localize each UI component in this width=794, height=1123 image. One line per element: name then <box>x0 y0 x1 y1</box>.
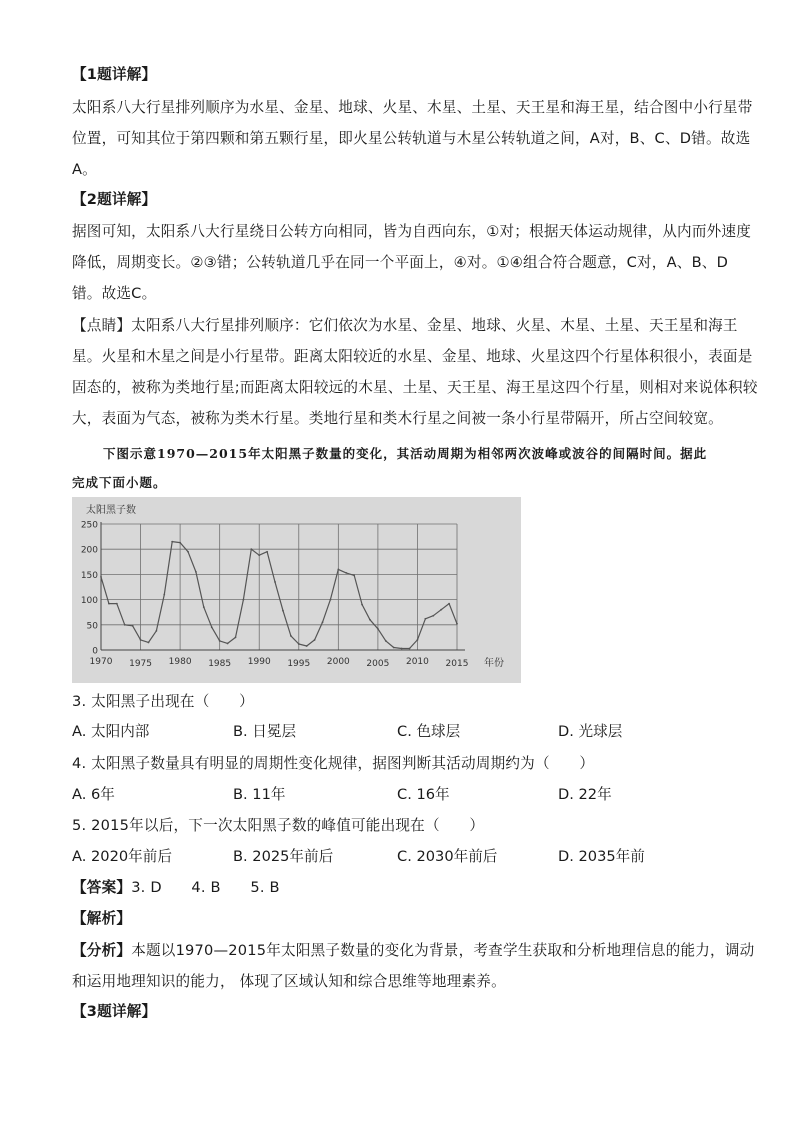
sunspot-data-point <box>274 581 276 583</box>
x-tick-label: 1975 <box>129 659 153 669</box>
sunspot-data-point <box>409 648 411 650</box>
sunspot-data-point <box>211 626 213 628</box>
y-tick-label: 250 <box>80 520 98 531</box>
x-tick-label: 2000 <box>326 657 350 667</box>
sunspot-data-point <box>337 568 339 570</box>
jiexi-heading: 【解析】 <box>72 910 132 927</box>
sunspot-data-point <box>306 645 308 647</box>
sunspot-data-point <box>282 610 284 612</box>
q4-option-b[interactable]: B. 11年 <box>233 786 286 803</box>
sunspot-data-point <box>401 648 403 650</box>
q2-body-line-3: 错。故选C。 <box>72 285 157 302</box>
sunspot-data-point <box>100 576 102 578</box>
sunspot-data-point <box>417 639 419 641</box>
sunspot-data-point <box>377 628 379 630</box>
sunspot-data-point <box>243 599 245 601</box>
sunspot-data-point <box>116 603 118 605</box>
sunspot-data-point <box>353 575 355 577</box>
sunspot-data-point <box>361 604 363 606</box>
q3-option-d[interactable]: D. 光球层 <box>558 723 623 740</box>
q1-body-line-3: A。 <box>72 161 97 178</box>
q4-option-d[interactable]: D. 22年 <box>558 786 612 803</box>
x-tick-label: 2010 <box>405 657 429 667</box>
y-tick-label: 150 <box>80 570 98 581</box>
q4-stem: 4. 太阳黑子数量具有明显的周期性变化规律，据图判断其活动周期约为（ ） <box>72 755 595 772</box>
q3-option-a[interactable]: A. 太阳内部 <box>72 723 150 740</box>
x-tick-label: 2015 <box>445 659 469 669</box>
answer-values: 3. D 4. B 5. B <box>131 879 280 896</box>
y-tick-label: 100 <box>80 596 98 607</box>
sunspot-data-point <box>393 647 395 649</box>
y-tick-label: 50 <box>86 621 98 632</box>
q3-heading: 【3题详解】 <box>72 1003 157 1020</box>
q2-heading: 【2题详解】 <box>72 191 157 208</box>
sunspot-data-point <box>227 643 229 645</box>
sunspot-data-point <box>440 609 442 611</box>
answer-row <box>72 878 280 898</box>
sunspot-data-point <box>432 615 434 617</box>
sunspot-data-point <box>140 639 142 641</box>
sunspot-chart <box>72 497 521 683</box>
dianjing-line-2: 星。火星和木星之间是小行星带。距离太阳较近的水星、金星、地球、火星这四个行星体积很小，表面是 <box>72 348 753 365</box>
q5-option-b[interactable]: B. 2025年前后 <box>233 848 334 865</box>
q5-option-d[interactable]: D. 2035年前 <box>558 848 645 865</box>
sunspot-data-point <box>258 554 260 556</box>
sunspot-data-point <box>314 639 316 641</box>
sunspot-data-point <box>132 625 134 627</box>
sunspot-data-point <box>345 572 347 574</box>
y-axis-label: 太阳黑子数 <box>86 505 136 516</box>
q3-option-b[interactable]: B. 日冕层 <box>233 723 297 740</box>
intro-line-2: 完成下面小题。 <box>72 475 167 490</box>
sunspot-data-point <box>290 635 292 637</box>
x-tick-label: 1995 <box>287 659 311 669</box>
y-tick-label: 200 <box>80 545 98 556</box>
sunspot-data-point <box>155 630 157 632</box>
x-tick-label: 2005 <box>366 659 390 669</box>
sunspot-data-point <box>219 640 221 642</box>
sunspot-data-point <box>203 606 205 608</box>
fenxi-line-1 <box>72 941 754 961</box>
sunspot-data-point <box>179 542 181 544</box>
sunspot-data-point <box>195 571 197 573</box>
fenxi-text-1: 本题以1970—2015年太阳黑子数量的变化为背景，考查学生获取和分析地理信息的能力，调动 <box>131 942 755 959</box>
sunspot-data-point <box>298 643 300 645</box>
sunspot-data-point <box>448 603 450 605</box>
fenxi-label: 【分析】 <box>72 942 132 959</box>
sunspot-series-line <box>101 542 457 649</box>
q5-option-a[interactable]: A. 2020年前后 <box>72 848 172 865</box>
x-tick-label: 1990 <box>247 657 271 667</box>
x-tick-label: 1970 <box>89 657 113 667</box>
q5-option-c[interactable]: C. 2030年前后 <box>397 848 498 865</box>
sunspot-chart-svg <box>72 497 521 683</box>
sunspot-data-point <box>250 548 252 550</box>
sunspot-data-point <box>124 624 126 626</box>
x-tick-label: 1980 <box>168 657 192 667</box>
q2-body-line-2: 降低，周期变长。②③错；公转轨道几乎在同一个平面上，④对。①④组合符合题意，C对，A、B、D <box>72 254 729 271</box>
q1-body-line-1: 太阳系八大行星排列顺序为水星、金星、地球、火星、木星、土星、天王星和海王星，结合图中小行星带 <box>72 99 753 116</box>
fenxi-line-2: 和运用地理知识的能力， 体现了区域认知和综合思维等地理素养。 <box>72 973 506 990</box>
sunspot-data-point <box>385 640 387 642</box>
sunspot-data-point <box>148 642 150 644</box>
intro-line-1: 下图示意1970—2015年太阳黑子数量的变化，其活动周期为相邻两次波峰或波谷的间隔时间。据此 <box>103 446 708 461</box>
sunspot-data-point <box>163 594 165 596</box>
sunspot-data-point <box>171 541 173 543</box>
q3-stem: 3. 太阳黑子出现在（ ） <box>72 693 254 710</box>
sunspot-data-point <box>456 623 458 625</box>
q4-option-a[interactable]: A. 6年 <box>72 786 115 803</box>
q2-body-line-1: 据图可知，太阳系八大行星绕日公转方向相同，皆为自西向东，①对；根据天体运动规律，从内而外速度 <box>72 223 752 240</box>
x-axis-label: 年份 <box>484 658 504 669</box>
sunspot-data-point <box>266 551 268 553</box>
q5-stem: 5. 2015年以后，下一次太阳黑子数的峰值可能出现在（ ） <box>72 817 485 834</box>
y-tick-label: 0 <box>92 646 98 657</box>
q1-heading: 【1题详解】 <box>72 66 157 83</box>
sunspot-data-point <box>369 619 371 621</box>
sunspot-data-point <box>187 551 189 553</box>
dianjing-line-1: 【点睛】太阳系八大行星排列顺序：它们依次为水星、金星、地球、火星、木星、土星、天王星和海王 <box>72 317 738 334</box>
answer-label: 【答案】 <box>72 879 132 896</box>
sunspot-data-point <box>330 599 332 601</box>
x-tick-label: 1985 <box>208 659 232 669</box>
sunspot-data-point <box>424 618 426 620</box>
q1-body-line-2: 位置，可知其位于第四颗和第五颗行星，即火星公转轨道与木星公转轨道之间，A对，B、C、D错。故选 <box>72 130 751 147</box>
dianjing-line-4: 大，表面为气态，被称为类木行星。类地行星和类木行星之间被一条小行星带隔开，所占空间较宽。 <box>72 410 723 427</box>
sunspot-data-point <box>322 621 324 623</box>
q3-option-c[interactable]: C. 色球层 <box>397 723 461 740</box>
q4-option-c[interactable]: C. 16年 <box>397 786 450 803</box>
sunspot-data-point <box>235 637 237 639</box>
dianjing-line-3: 固态的，被称为类地行星;而距离太阳较远的木星、土星、天王星、海王星这四个行星，则相对来说体积较 <box>72 379 758 396</box>
sunspot-data-point <box>108 603 110 605</box>
